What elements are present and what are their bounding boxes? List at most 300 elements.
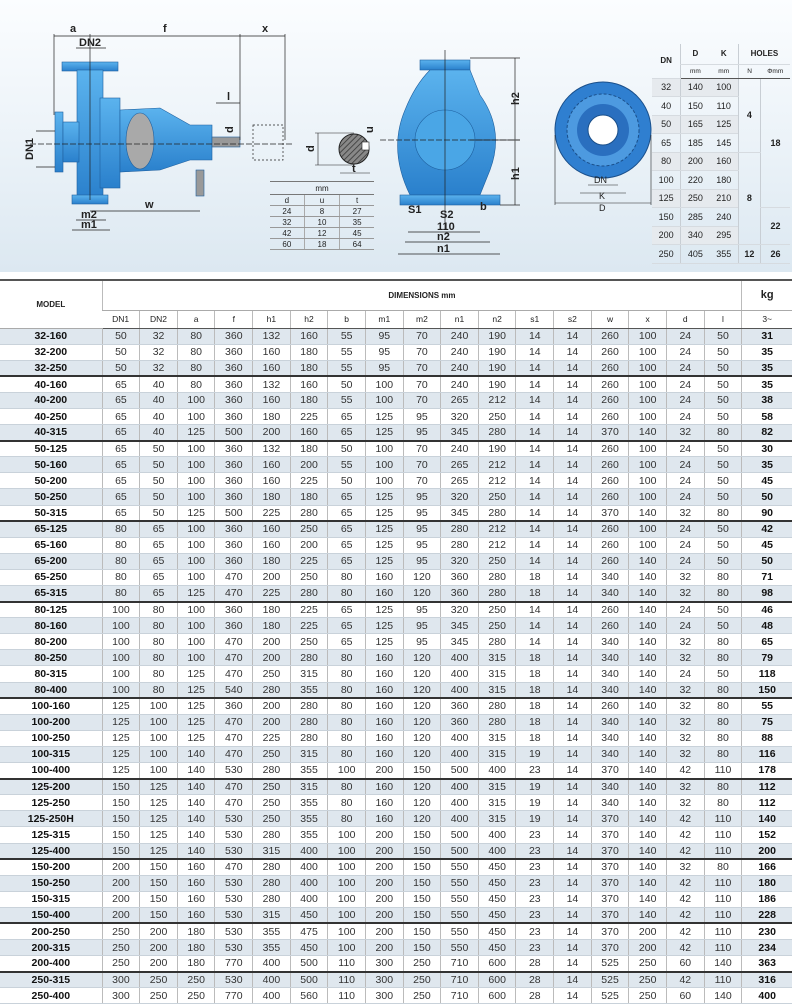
dimension-cell: 100 <box>365 441 403 457</box>
dimension-cell: 65 <box>102 489 140 505</box>
dimension-cell: 160 <box>365 650 403 666</box>
dimension-cell: 710 <box>441 956 479 972</box>
dimension-cell: 200 <box>365 859 403 875</box>
table-row <box>0 988 792 1004</box>
dimension-cell: 95 <box>403 408 441 424</box>
dimension-cell: 200 <box>140 940 178 956</box>
dimension-cell: 160 <box>253 360 291 376</box>
dimension-cell: 18 <box>516 666 554 682</box>
weight-cell: 200 <box>742 843 792 859</box>
dimension-cell: 450 <box>478 940 516 956</box>
dimension-cell: 140 <box>629 763 667 779</box>
dimension-cell: 400 <box>441 779 479 795</box>
dimension-cell: 280 <box>478 505 516 521</box>
dimension-cell: 530 <box>215 811 253 827</box>
dimension-cell: 360 <box>215 344 253 360</box>
side-view-pump <box>55 62 240 204</box>
dimension-cell: 65 <box>102 408 140 424</box>
dimension-cell: 80 <box>704 730 742 746</box>
dimension-cell: 370 <box>591 859 629 875</box>
dimension-cell: 400 <box>253 956 291 972</box>
dimension-cell: 315 <box>253 907 291 923</box>
dimension-cell: 225 <box>253 586 291 602</box>
table-row <box>0 425 792 441</box>
dimension-cell: 200 <box>253 634 291 650</box>
dimension-cell: 160 <box>365 698 403 714</box>
shaft-label-t: t <box>352 163 356 175</box>
dimension-cell: 530 <box>215 827 253 843</box>
dimension-cell: 180 <box>290 344 328 360</box>
dimension-cell: 40 <box>140 392 178 408</box>
dimension-cell: 150 <box>102 827 140 843</box>
dimension-cell: 200 <box>365 923 403 939</box>
dimension-cell: 28 <box>516 956 554 972</box>
dimension-cell: 450 <box>290 907 328 923</box>
weight-cell: 228 <box>742 907 792 923</box>
dimension-cell: 250 <box>478 489 516 505</box>
dimension-cell: 50 <box>328 376 366 392</box>
dimension-cell: 50 <box>102 344 140 360</box>
dimension-cell: 360 <box>215 360 253 376</box>
dimension-cell: 160 <box>365 714 403 730</box>
flange-unit-d: mm <box>681 64 710 78</box>
flange-cell: 340 <box>681 226 710 245</box>
dimension-cell: 140 <box>177 811 215 827</box>
label-m2: m2 <box>81 209 97 221</box>
flange-cell: 240 <box>710 208 739 227</box>
dimension-cell: 125 <box>140 795 178 811</box>
dimension-cell: 100 <box>140 714 178 730</box>
dimension-cell: 55 <box>328 392 366 408</box>
dimension-cell: 250 <box>102 923 140 939</box>
dimension-cell: 100 <box>177 537 215 553</box>
dimension-cell: 250 <box>253 779 291 795</box>
model-cell: 32-160 <box>0 328 102 344</box>
dimension-cell: 100 <box>102 634 140 650</box>
table-row <box>0 441 792 457</box>
dimension-cell: 14 <box>554 972 592 988</box>
flange-cell: 140 <box>681 78 710 97</box>
dimension-cell: 100 <box>328 843 366 859</box>
dimension-cell: 23 <box>516 827 554 843</box>
weight-cell: 50 <box>742 489 792 505</box>
dimension-cell: 65 <box>328 505 366 521</box>
dimension-cell: 14 <box>554 730 592 746</box>
dimension-cell: 360 <box>215 441 253 457</box>
dimension-cell: 360 <box>441 586 479 602</box>
label-n2: n2 <box>437 231 450 243</box>
dimension-cell: 125 <box>102 746 140 762</box>
dimensions-table <box>0 279 792 1004</box>
dimension-cell: 260 <box>591 473 629 489</box>
dimension-cell: 100 <box>629 473 667 489</box>
column-header: b <box>328 310 366 328</box>
dimension-cell: 280 <box>253 891 291 907</box>
flange-holes-diameter: 26 <box>760 245 790 264</box>
dimension-cell: 80 <box>177 360 215 376</box>
dimension-cell: 200 <box>140 956 178 972</box>
dimension-cell: 80 <box>704 569 742 585</box>
dimension-cell: 80 <box>140 618 178 634</box>
dimension-cell: 180 <box>253 489 291 505</box>
weight-cell: 45 <box>742 473 792 489</box>
model-cell: 200-400 <box>0 956 102 972</box>
dimension-cell: 370 <box>591 811 629 827</box>
label-s2-value: 110 <box>437 221 455 233</box>
model-cell: 125-250 <box>0 795 102 811</box>
table-row <box>0 891 792 907</box>
label-dn2: DN2 <box>79 37 102 49</box>
dimension-cell: 250 <box>629 956 667 972</box>
dimension-cell: 200 <box>102 859 140 875</box>
model-cell: 150-315 <box>0 891 102 907</box>
dimension-cell: 150 <box>102 779 140 795</box>
dimension-cell: 55 <box>328 328 366 344</box>
table-row <box>0 360 792 376</box>
table-row <box>0 698 792 714</box>
table-row <box>0 457 792 473</box>
weight-cell: 35 <box>742 344 792 360</box>
dimension-cell: 14 <box>554 827 592 843</box>
dimension-cell: 470 <box>215 795 253 811</box>
dimension-cell: 95 <box>403 537 441 553</box>
flange-cell: 250 <box>652 245 681 264</box>
model-cell: 50-200 <box>0 473 102 489</box>
dimension-cell: 65 <box>102 392 140 408</box>
dimension-cell: 110 <box>704 923 742 939</box>
dimension-cell: 80 <box>328 586 366 602</box>
dimension-cell: 160 <box>365 730 403 746</box>
dimension-cell: 65 <box>328 489 366 505</box>
dimension-cell: 125 <box>365 634 403 650</box>
dimension-cell: 355 <box>253 923 291 939</box>
dimension-cell: 100 <box>629 521 667 537</box>
dimension-cell: 160 <box>365 569 403 585</box>
dimension-cell: 710 <box>441 972 479 988</box>
dimension-cell: 250 <box>102 956 140 972</box>
dimension-cell: 225 <box>290 408 328 424</box>
dimension-cell: 280 <box>290 650 328 666</box>
flange-cell: 220 <box>681 171 710 190</box>
dimension-cell: 50 <box>328 441 366 457</box>
shaft-cell: 8 <box>304 206 340 217</box>
dimension-cell: 250 <box>177 972 215 988</box>
dimension-cell: 70 <box>403 328 441 344</box>
dimension-cell: 80 <box>102 553 140 569</box>
dimension-cell: 140 <box>629 859 667 875</box>
dimension-cell: 315 <box>478 746 516 762</box>
flange-cell: 65 <box>652 134 681 153</box>
dimension-cell: 370 <box>591 425 629 441</box>
dimension-cell: 100 <box>629 376 667 392</box>
dimension-cell: 530 <box>215 940 253 956</box>
dimension-cell: 80 <box>177 328 215 344</box>
dimension-cell: 100 <box>629 537 667 553</box>
dimension-cell: 32 <box>666 779 704 795</box>
dimension-cell: 250 <box>253 746 291 762</box>
dimension-cell: 100 <box>177 602 215 618</box>
weight-cell: 46 <box>742 602 792 618</box>
dimension-cell: 315 <box>478 682 516 698</box>
flange-cell: 32 <box>652 78 681 97</box>
dimension-cell: 530 <box>215 907 253 923</box>
dimension-cell: 140 <box>177 795 215 811</box>
dimension-cell: 110 <box>328 988 366 1004</box>
dimension-cell: 14 <box>554 779 592 795</box>
dimension-cell: 23 <box>516 843 554 859</box>
dimension-cell: 315 <box>478 811 516 827</box>
dimension-cell: 65 <box>328 537 366 553</box>
dimension-cell: 530 <box>215 972 253 988</box>
table-row <box>0 827 792 843</box>
dimension-cell: 600 <box>478 956 516 972</box>
dimension-cell: 280 <box>441 521 479 537</box>
dimension-cell: 50 <box>704 553 742 569</box>
dimension-cell: 470 <box>215 859 253 875</box>
dimension-cell: 260 <box>591 537 629 553</box>
dimension-cell: 23 <box>516 907 554 923</box>
table-row <box>0 521 792 537</box>
dimension-cell: 95 <box>403 602 441 618</box>
dimension-cell: 23 <box>516 940 554 956</box>
table-row <box>0 376 792 392</box>
weight-cell: 35 <box>742 376 792 392</box>
dimension-cell: 120 <box>403 682 441 698</box>
table-row <box>0 408 792 424</box>
dimension-cell: 160 <box>365 746 403 762</box>
shaft-cell: 35 <box>340 217 374 228</box>
flange-label-dn: DN <box>594 175 607 185</box>
dimension-cell: 60 <box>666 956 704 972</box>
dimension-cell: 65 <box>140 586 178 602</box>
dimension-cell: 50 <box>704 392 742 408</box>
dimension-cell: 100 <box>177 553 215 569</box>
dimension-cell: 50 <box>140 441 178 457</box>
dimension-cell: 770 <box>215 956 253 972</box>
dimension-cell: 160 <box>253 344 291 360</box>
dimension-cell: 315 <box>478 650 516 666</box>
dimension-cell: 23 <box>516 859 554 875</box>
model-cell: 32-200 <box>0 344 102 360</box>
shaft-table-unit: mm <box>270 182 374 195</box>
dimension-cell: 80 <box>177 344 215 360</box>
dimension-cell: 212 <box>478 457 516 473</box>
dimension-cell: 120 <box>403 811 441 827</box>
dimension-cell: 320 <box>441 489 479 505</box>
model-cell: 100-160 <box>0 698 102 714</box>
weight-cell: 116 <box>742 746 792 762</box>
dimension-cell: 80 <box>704 505 742 521</box>
table-row <box>0 907 792 923</box>
dimension-cell: 140 <box>629 714 667 730</box>
table-row <box>0 634 792 650</box>
dimension-cell: 50 <box>704 457 742 473</box>
dimension-cell: 14 <box>516 328 554 344</box>
dimension-cell: 140 <box>629 827 667 843</box>
dimension-cell: 140 <box>629 795 667 811</box>
dimension-cell: 470 <box>215 779 253 795</box>
dimension-cell: 180 <box>177 940 215 956</box>
dimension-cell: 80 <box>102 537 140 553</box>
dimension-cell: 14 <box>554 441 592 457</box>
dimension-cell: 370 <box>591 923 629 939</box>
dimension-cell: 24 <box>666 553 704 569</box>
dimension-cell: 100 <box>328 907 366 923</box>
flange-cell: 185 <box>681 134 710 153</box>
dimension-cell: 200 <box>102 891 140 907</box>
weight-cell: 152 <box>742 827 792 843</box>
dimension-cell: 360 <box>215 328 253 344</box>
dimension-cell: 150 <box>403 923 441 939</box>
dimension-cell: 180 <box>177 923 215 939</box>
shaft-label-u: u <box>364 126 376 133</box>
dimension-cell: 24 <box>666 457 704 473</box>
dimension-cell: 225 <box>253 730 291 746</box>
flange-header-d: D <box>681 44 710 64</box>
dimension-cell: 355 <box>290 763 328 779</box>
dimension-cell: 400 <box>441 795 479 811</box>
table-row <box>0 923 792 939</box>
dimension-cell: 140 <box>629 730 667 746</box>
dimension-cell: 125 <box>177 586 215 602</box>
dimension-cell: 50 <box>140 473 178 489</box>
dimension-cell: 140 <box>177 779 215 795</box>
shaft-section <box>305 126 376 175</box>
weight-cell: 90 <box>742 505 792 521</box>
flange-cell: 125 <box>710 115 739 134</box>
dimension-cell: 370 <box>591 875 629 891</box>
shaft-cell: 24 <box>270 206 304 217</box>
dimension-cell: 260 <box>591 457 629 473</box>
dimension-cell: 550 <box>441 859 479 875</box>
kg-header: kg <box>742 280 792 310</box>
dimension-cell: 250 <box>478 408 516 424</box>
dimension-cell: 150 <box>403 859 441 875</box>
flange-table <box>652 44 790 264</box>
dimension-cell: 14 <box>554 875 592 891</box>
dimension-cell: 550 <box>441 907 479 923</box>
table-row <box>0 473 792 489</box>
model-cell: 32-250 <box>0 360 102 376</box>
dimension-cell: 50 <box>102 360 140 376</box>
model-cell: 150-250 <box>0 875 102 891</box>
dimension-cell: 110 <box>704 875 742 891</box>
dimension-cell: 50 <box>140 505 178 521</box>
dimension-cell: 200 <box>365 827 403 843</box>
dimension-cell: 70 <box>403 392 441 408</box>
dimension-cell: 225 <box>290 602 328 618</box>
dimension-cell: 212 <box>478 392 516 408</box>
flange-table-row <box>652 208 790 227</box>
flange-cell: 210 <box>710 189 739 208</box>
dimension-cell: 150 <box>140 859 178 875</box>
dimension-cell: 14 <box>554 360 592 376</box>
model-cell: 40-200 <box>0 392 102 408</box>
dimension-cell: 280 <box>478 634 516 650</box>
dimension-cell: 100 <box>140 763 178 779</box>
table-row <box>0 666 792 682</box>
dimension-cell: 65 <box>328 602 366 618</box>
dimension-cell: 355 <box>290 827 328 843</box>
dimension-cell: 24 <box>666 602 704 618</box>
dimension-cell: 475 <box>290 923 328 939</box>
dimension-cell: 32 <box>140 328 178 344</box>
dimension-cell: 180 <box>253 408 291 424</box>
dimension-cell: 14 <box>516 505 554 521</box>
dimension-cell: 32 <box>666 425 704 441</box>
dimension-cell: 100 <box>328 940 366 956</box>
dimension-cell: 100 <box>629 360 667 376</box>
dimension-cell: 240 <box>441 328 479 344</box>
dimension-cell: 140 <box>177 763 215 779</box>
flange-cell: 50 <box>652 115 681 134</box>
dimension-cell: 50 <box>328 473 366 489</box>
dimension-cell: 280 <box>290 730 328 746</box>
column-header: f <box>215 310 253 328</box>
dimension-cell: 100 <box>102 682 140 698</box>
dimension-cell: 200 <box>290 457 328 473</box>
dimension-cell: 200 <box>253 569 291 585</box>
shaft-label-d: d <box>305 145 317 152</box>
dimension-cell: 14 <box>554 602 592 618</box>
dimension-cell: 300 <box>102 988 140 1004</box>
dimension-cell: 65 <box>140 553 178 569</box>
dimension-cell: 280 <box>253 763 291 779</box>
shaft-header-d: d <box>270 195 304 206</box>
dimension-cell: 14 <box>554 891 592 907</box>
dimension-cell: 190 <box>478 344 516 360</box>
dimension-cell: 42 <box>666 923 704 939</box>
dimension-cell: 110 <box>704 811 742 827</box>
label-h2: h2 <box>510 92 522 105</box>
dimension-cell: 200 <box>102 875 140 891</box>
column-header: w <box>591 310 629 328</box>
dimension-cell: 14 <box>516 408 554 424</box>
flange-cell: 355 <box>710 245 739 264</box>
dimension-cell: 14 <box>516 344 554 360</box>
dimension-cell: 80 <box>704 714 742 730</box>
dimension-cell: 80 <box>140 650 178 666</box>
dimension-cell: 24 <box>666 328 704 344</box>
dimension-cell: 240 <box>441 344 479 360</box>
dimension-cell: 23 <box>516 891 554 907</box>
dimension-cell: 225 <box>253 505 291 521</box>
dimension-cell: 80 <box>704 425 742 441</box>
dimension-cell: 70 <box>403 457 441 473</box>
dimension-cell: 280 <box>290 698 328 714</box>
dimension-cell: 280 <box>478 569 516 585</box>
dimension-cell: 140 <box>629 746 667 762</box>
dimension-cell: 180 <box>290 489 328 505</box>
model-cell: 200-250 <box>0 923 102 939</box>
label-dn1: DN1 <box>24 137 36 160</box>
dimension-cell: 360 <box>441 698 479 714</box>
dimension-cell: 280 <box>253 682 291 698</box>
dimension-cell: 14 <box>516 392 554 408</box>
dimension-cell: 140 <box>629 779 667 795</box>
dimension-cell: 80 <box>328 569 366 585</box>
weight-cell: 65 <box>742 634 792 650</box>
dimension-cell: 400 <box>441 650 479 666</box>
table-row <box>0 682 792 698</box>
dimension-cell: 160 <box>365 682 403 698</box>
dimension-cell: 530 <box>215 843 253 859</box>
dimension-cell: 250 <box>253 811 291 827</box>
dimension-cell: 80 <box>704 698 742 714</box>
dimension-cell: 80 <box>704 779 742 795</box>
dimension-cell: 65 <box>140 521 178 537</box>
dimension-cell: 180 <box>290 360 328 376</box>
